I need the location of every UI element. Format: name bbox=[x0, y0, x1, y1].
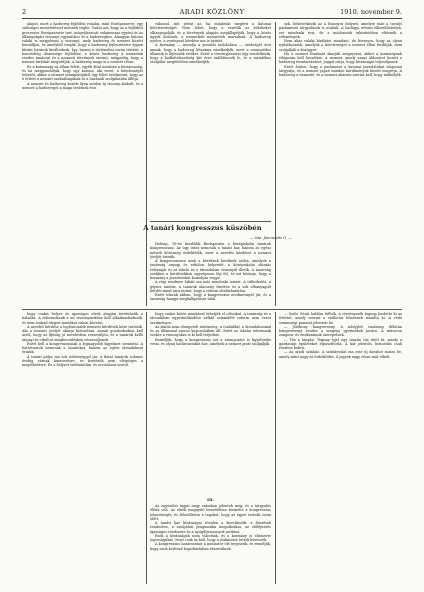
paragraph: válaszol, mit jelent az, ha mindenki megérti a katonai kötelezettséget. Nem lehet, hogy a vezetők az érdekeket elhanyagolják, és a törvények alapján megállapítják, hogy a közös ügyek közösek, a nemzetiek nemzetiek maradnak. A hadsereg nyelve, a vezényszó kérdése ma is nyitott. bbox=[150, 22, 271, 43]
issue-date: 1910. november 9. bbox=[340, 8, 402, 16]
paragraph: hogy csakis helyes és igazságos elvek alapján történhetik a haladás. A reformoknak a mi viszonyainkhoz kell alkalmazkodniuk, és nem szabad idegen mintákat vakon követni. bbox=[22, 312, 143, 325]
paragraph: — Tűz a tanyán. Tegnap éjjel egy tanyán tűz ütött ki, amely a gazdasági épületeket elpusztította. A kár jelentős, biztosítás csak részben fedezi. bbox=[279, 337, 402, 350]
column-divider bbox=[275, 22, 276, 306]
section-number: III. bbox=[207, 497, 214, 502]
newspaper-title: ARADI KÖZLÖNY bbox=[179, 8, 245, 16]
column-divider bbox=[146, 312, 147, 584]
paragraph: Ezért kell a kongresszusnak a legnagyobb figyelmet szentelni. A határozatok nemcsak a tanárokat, hanem az egész társadalmat érintik. bbox=[22, 341, 143, 355]
paragraph: — Szőts Gézát halálra ítélték. A törvényszék tegnap hirdette ki az ítéletet, amely szerint a vádlottat bűnösnek mondta ki. A védő semmiségi panaszt jelentett be. bbox=[279, 312, 402, 325]
paragraph: A tanári pálya ma sok nehézséggel jár. A fiatal tanárok sokszor évekig várnak kinevezésre, és fizetésük nem elégséges a megélhetésre. Ez a helyzet tarthatatlan, és orvoslásra szorul. bbox=[22, 354, 143, 367]
column-2-lower bbox=[150, 504, 271, 584]
section-title: A tanári kongresszus küszöbén bbox=[143, 224, 262, 232]
page-header bbox=[22, 6, 402, 18]
column-divider bbox=[146, 22, 147, 306]
column-2-bottom bbox=[150, 312, 271, 494]
paragraph: sok, bekövetkezik az a bizonyos helyzet, amelyre már a tavalyi parlamenti tárgyalások is utaltak. A hadügyi reform elkerülhetetlen, ezt mindenki érzi, de a módozatok tekintetében eltérnek a vélemények. bbox=[279, 22, 402, 39]
paragraph: A régi rendszer hibáit ma már mindenki ismeri. A túlterhelés, a gépies tanítás, a tanárok alacsony fizetése és a sok elhanyagolt kérdés mind arra mutat, hogy a reform elodázhatatlan. bbox=[150, 280, 271, 293]
paragraph: A nevelés kérdése a legfontosabb nemzeti kérdések közé tartozik. Aki a nemzet jövőjét akarja biztosítani, annak gondoskodnia kell arról, hogy az ifjúság jó nevelésben részesüljön, és a tanárok kellő anyagi és erkölcsi megbecsülésben részesüljenek. bbox=[22, 324, 143, 342]
paragraph: Nem akar valaki bírálatot mondani, de bizonyos, hogy az olyan nyilatkozatok, amelyek a kötelességet a nemzet ellen fordítják, nem szolgálják a közügyet. bbox=[279, 39, 402, 52]
paragraph: alapot, mert a hadsereg fejlődési vonalai, mint Európaszerte, egy valóságos meneteléssel mennek végbe. Tudni azt, hogy az a fejlődési processus Európaszerte tart, mégválasztott valamennyi egyéni és az állampolgári viszonyt egymáshoz és a hadsereghez. Amagyar katona valaki is megjelenni a viszonyt, mely hadsereg és nemzet között fennálljon, és amelyből vonják, hogy a hadsereg fejlesztésére éppen kívánt határok kiváltódnak. Így, hiszen a történelmi során történt, a honvédség diszessége fejlődése, a közös hadsereg a nemzetek rendes tanácsai és a nemzeti törvények szerint, mégpedig, hogy a nemzet birtokát megvédjék. A hadsereg maga is a nemzet része. bbox=[22, 22, 143, 65]
column-3-top bbox=[279, 22, 402, 306]
paragraph: Ezek a kívánságok nem túlzottak, és a kormány is elismerte jogosságukat. Most csak az kell, hogy a jóakaratot tettek kövessék. bbox=[150, 533, 271, 542]
section-author: — irta: Jancsovits G. — bbox=[250, 236, 292, 240]
column-2-top bbox=[150, 22, 271, 218]
paragraph: Ezért fontos, hogy a parlament a katonai javaslatokat alaposan tárgyalja, és a nemzet jogait minden körülmények között megóvja. A hadsereg a nemzeté, és a nemzet akarata szerint kell, hogy működjék. bbox=[279, 64, 402, 77]
paragraph: Az egyesület tagjai nagy számban jelentek meg, és a tárgyalás élénk volt. Az elnök megnyitó beszédében kiemelte a kongresszus jelentőségét, és felszólította a tagokat, hogy az ügyet tartsák szem előtt. bbox=[150, 504, 271, 521]
column-2-middle bbox=[150, 242, 271, 306]
paragraph: A kongresszuson azok a kérdések kerülnek szóba, amelyek a tanárság anyagi és erkölcsi helyzetét, a középiskolai oktatás reformját és az iskola és a társadalom viszonyát illetik. A tanárság ezekben a kérdésekben egységesen lép fel, és azt kívánja, hogy a kormány a javaslatokat komolyan vegye. bbox=[150, 259, 271, 280]
paragraph: A kongresszus határozatait a miniszter elé terjesztik, és reméljük, hogy azok kedvező fogadtatásban részesülnek. bbox=[150, 542, 271, 551]
paragraph: A tanári kar kívánságai röviden a következők: a fizetések rendezése, a szolgálati pragmatika megalkotása, az előléptetés igazságos rendszere és a nyugdíjviszonyok javítása. bbox=[150, 521, 271, 534]
paragraph: Holnap, 10-én kezdődik Budapesten a középiskolai tanárok kongresszusa. Az ügy iránt nemcsak a tanári kar, hanem az egész művelt közönség érdeklődik, mert a nevelés kérdései a nemzet jövőjét érintik. bbox=[150, 242, 271, 259]
header-rule bbox=[22, 18, 402, 19]
paragraph: Ha a nemzet bizalmát akarják megnyerni, akkor a kormánynak világosan kell beszélnie. A nemzet, amely annyi áldozatot hozott a hadsereg fenntartásáért, joggal várja, hogy kívánságai teljesüljenek. bbox=[279, 51, 402, 65]
paragraph: Az iskola nem elszigetelt intézmény; a családdal, a társadalommal és az állammal szoros kapcsolatban áll. Ezért az iskolai reformnak ezekre a viszonyokra is ki kell terjednie. bbox=[150, 324, 271, 338]
paragraph: A nemzet és hadsereg között ilyen módon új viszony alakult, és a nemzet a hadsereget a maga testének érzi. bbox=[22, 81, 143, 90]
paragraph: hogy csakis közös munkával érhetjük el célunkat. A tanárság és a társadalom együttműködése nélkül semmiféle reform nem vezet eredményre. bbox=[150, 312, 271, 325]
paragraph: Reméljük, hogy a kongresszus ezt a szempontot is figyelembe veszi, és olyan határozatokat hoz, amelyek a nemzet javát szolgálják. bbox=[150, 337, 271, 346]
column-3-bottom bbox=[279, 312, 402, 584]
section-rule bbox=[150, 221, 271, 222]
horizontal-rule bbox=[22, 309, 402, 310]
paragraph: A kormány — mondja a javaslat indokolása — szükségét érzi annak, hogy a hadsereg létszáma emelkedjék, mert a szomszédos államok is fejlesztik erőiket. Ezért a törvényjavaslat úgy rendelkezik, hogy a hadkötelezettség két évre szállíttassék le, és a tartalékos szolgálat megfelelően emelkedjék. bbox=[150, 43, 271, 65]
page-number: 2 bbox=[22, 8, 27, 16]
paragraph: Ezért bízunk abban, hogy a kongresszus eredménnyel jár, és a tanárság hangja meghallgatásra talál. bbox=[150, 293, 271, 302]
paragraph: — Jótékony hangverseny. A nőegylet vasárnap délután hangversenyt rendez a szegény gyermekek javára. A műsoron zongora- és énekszámok szerepelnek. bbox=[279, 324, 402, 338]
column-1-bottom bbox=[22, 312, 143, 584]
column-divider bbox=[275, 312, 276, 584]
paragraph: — Az aradi színház. A színtársulat ma este új darabot mutat be, amely iránt nagy az érdeklődés. A jegyek nagy része már elkelt. bbox=[279, 350, 402, 359]
paragraph: Ez a katonaság az állam felett, egyéb által azonban a köztársaság, és ha meggondoljuk, hogy egy katona, aki vezet, a kötelességét teljesíti, akkor a nemzet szempontjából úgy lehet értelmezni, hogy az ő tetteit a nemzet szabadságának és a hazának szolgálatába állítja. bbox=[22, 64, 143, 82]
column-1-top bbox=[22, 22, 143, 306]
